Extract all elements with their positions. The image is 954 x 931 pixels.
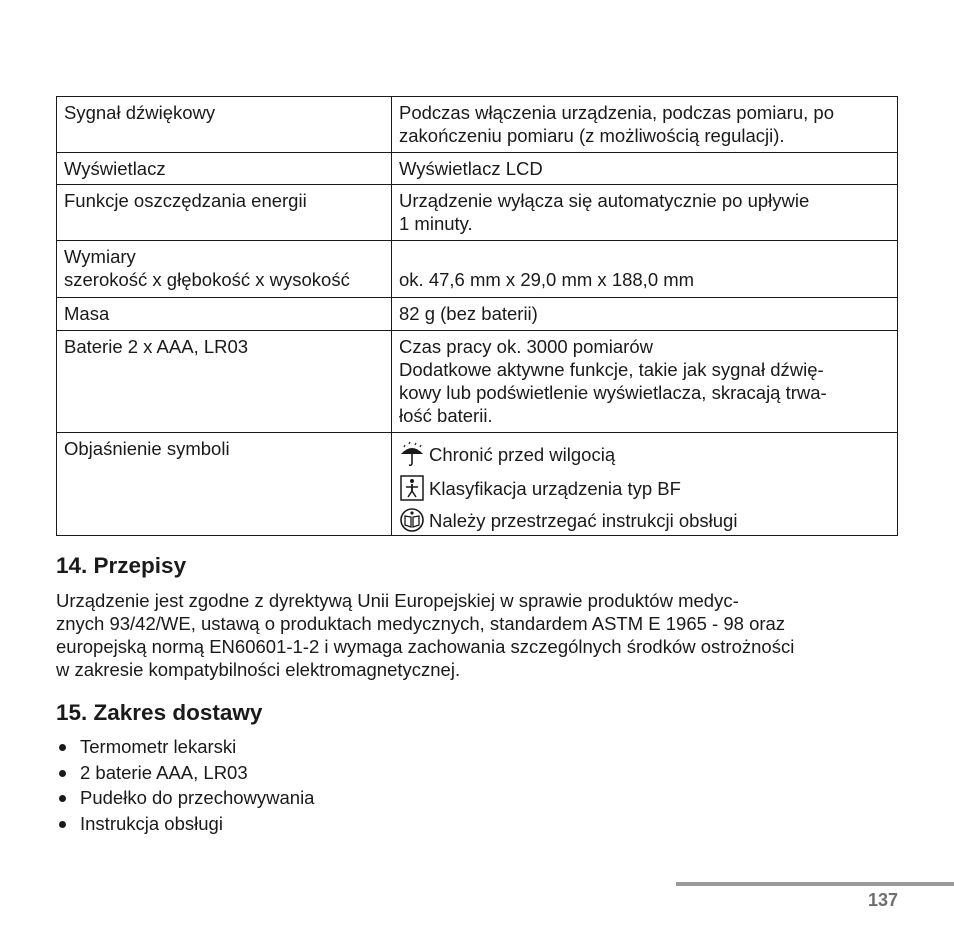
- list-item: Instrukcja obsługi: [56, 811, 314, 837]
- footer-rule: [676, 882, 954, 886]
- spec-label-line: szerokość x głębokość x wysokość: [64, 269, 350, 290]
- delivery-list: [56, 734, 314, 836]
- symbol-text: Chronić przed wilgocią: [429, 443, 616, 465]
- table-row: [57, 433, 898, 536]
- spec-label-display: Wyświetlacz: [57, 153, 392, 185]
- table-row: [57, 97, 898, 153]
- regulations-paragraph: [56, 589, 896, 681]
- list-item: Pudełko do przechowywania: [56, 785, 314, 811]
- table-row: [57, 298, 898, 331]
- instructions-icon: [399, 507, 425, 533]
- spec-label-mass: Masa: [57, 298, 392, 331]
- page-number: 137: [867, 890, 898, 910]
- umbrella-icon: [399, 441, 425, 467]
- paragraph-line: europejską normą EN60601-1-2 i wymaga zachowania szczególnych środków ostrożności: [56, 636, 795, 657]
- spec-value-batteries: [392, 331, 898, 433]
- spec-value-line: Dodatkowe aktywne funkcje, takie jak sygnał dźwię-: [399, 359, 824, 380]
- spec-value-line: kowy lub podświetlenie wyświetlacza, skracają trwa-: [399, 382, 827, 403]
- spec-value-line: 1 minuty.: [399, 213, 473, 234]
- symbol-text: Należy przestrzegać instrukcji obsługi: [429, 509, 738, 531]
- table-row: [57, 241, 898, 298]
- list-item: 2 baterie AAA, LR03: [56, 760, 314, 786]
- spec-value-line: Urządzenie wyłącza się automatycznie po upływie: [399, 190, 810, 211]
- spec-label-energy: Funkcje oszczędzania energii: [57, 185, 392, 241]
- table-row: [57, 153, 898, 185]
- table-row: [57, 185, 898, 241]
- symbol-row: [399, 475, 890, 501]
- spec-value-dimensions: [392, 241, 898, 298]
- spec-value-line: łość baterii.: [399, 405, 493, 426]
- symbol-text: Klasyfikacja urządzenia typ BF: [429, 477, 681, 499]
- spec-value-energy: [392, 185, 898, 241]
- table-row: [57, 331, 898, 433]
- spec-value-display: Wyświetlacz LCD: [392, 153, 898, 185]
- type-bf-icon: [399, 475, 425, 501]
- section-heading-regulations: 14. Przepisy: [56, 553, 187, 578]
- list-item: Termometr lekarski: [56, 734, 314, 760]
- specifications-table: [56, 96, 898, 536]
- spec-value-line: Czas pracy ok. 3000 pomiarów: [399, 336, 653, 357]
- spec-label-symbols: Objaśnienie symboli: [57, 433, 392, 536]
- symbol-row: [399, 507, 890, 533]
- spec-value-symbols: [392, 433, 898, 536]
- spec-value-line: Podczas włączenia urządzenia, podczas pomiaru, po: [399, 102, 834, 123]
- spec-label-sound: Sygnał dźwiękowy: [57, 97, 392, 153]
- paragraph-line: znych 93/42/WE, ustawą o produktach medycznych, standardem ASTM E 1965 - 98 oraz: [56, 613, 786, 634]
- section-heading-delivery: 15. Zakres dostawy: [56, 700, 263, 725]
- spec-label-line: Wymiary: [64, 246, 136, 267]
- spec-label-batteries: Baterie 2 x AAA, LR03: [57, 331, 392, 433]
- paragraph-line: Urządzenie jest zgodne z dyrektywą Unii Europejskiej w sprawie produktów medyc-: [56, 590, 739, 611]
- symbol-row: [399, 441, 890, 467]
- spec-value-mass: 82 g (bez baterii): [392, 298, 898, 331]
- spec-value-sound: [392, 97, 898, 153]
- paragraph-line: w zakresie kompatybilności elektromagnetycznej.: [56, 659, 461, 680]
- spec-label-dimensions: [57, 241, 392, 298]
- spec-value-line: zakończeniu pomiaru (z możliwością regulacji).: [399, 125, 785, 146]
- spec-value-line: ok. 47,6 mm x 29,0 mm x 188,0 mm: [399, 269, 695, 290]
